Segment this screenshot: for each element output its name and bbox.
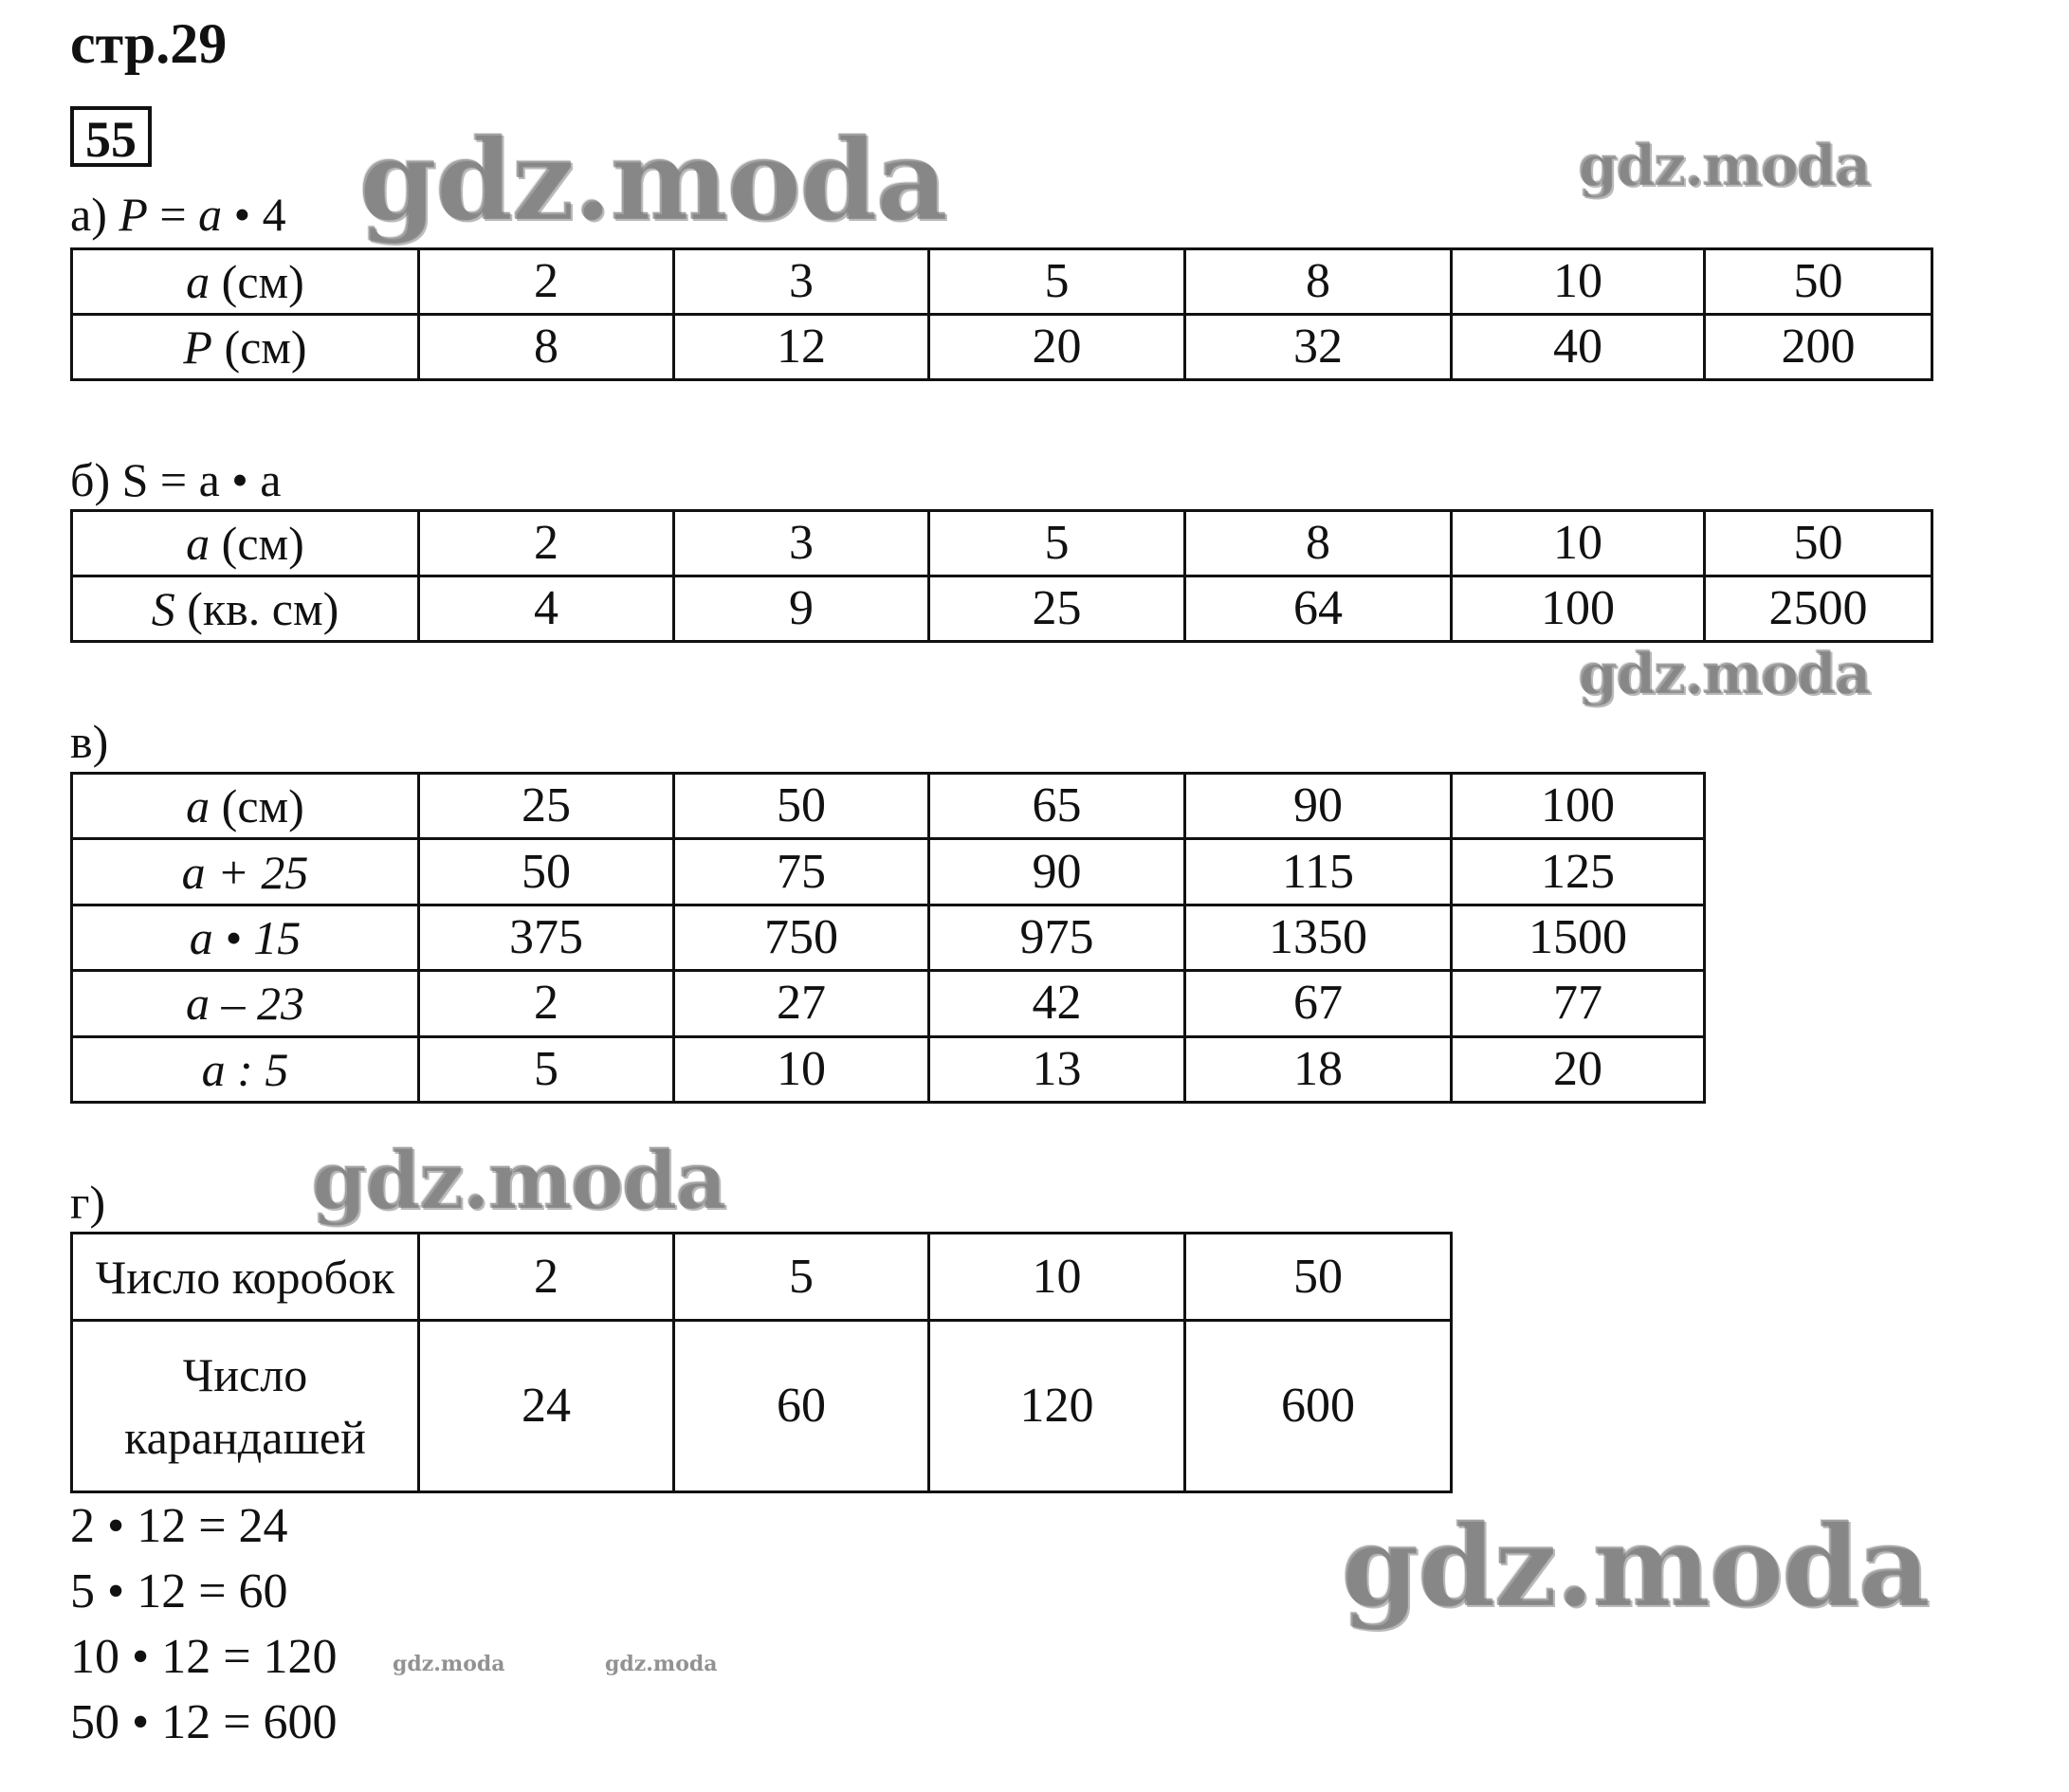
table-v-row <box>72 1036 1705 1102</box>
table-v-cell: 10 <box>674 1036 929 1102</box>
table-g-cell: 50 <box>1185 1234 1452 1321</box>
table-v <box>70 772 1706 1104</box>
watermark: gdz.moda <box>358 114 946 246</box>
table-b-cell: 50 <box>1705 511 1932 576</box>
table-a-row-perimeter <box>72 315 1932 380</box>
table-v-row <box>72 905 1705 970</box>
table-v-cell: 1350 <box>1185 905 1452 970</box>
table-v-cell: 20 <box>1452 1036 1705 1102</box>
table-v-row <box>72 971 1705 1036</box>
table-v-cell: 90 <box>1185 774 1452 839</box>
table-v-cell: 2 <box>419 971 674 1036</box>
table-b-header-side: a (см) <box>72 511 419 576</box>
watermark: gdz.moda <box>1578 133 1870 199</box>
table-v-cell: 125 <box>1452 839 1705 905</box>
table-a-cell: 3 <box>674 249 929 315</box>
watermark: gdz.moda <box>393 1652 505 1676</box>
table-v-cell: 1500 <box>1452 905 1705 970</box>
table-v-cell: 77 <box>1452 971 1705 1036</box>
table-a <box>70 247 1933 381</box>
table-g-row-boxes <box>72 1234 1452 1321</box>
table-v-cell: 67 <box>1185 971 1452 1036</box>
table-v-cell: 65 <box>929 774 1185 839</box>
table-a-cell: 32 <box>1185 315 1452 380</box>
table-b-cell: 2 <box>419 511 674 576</box>
table-a-row-side <box>72 249 1932 315</box>
table-v-cell: 90 <box>929 839 1185 905</box>
section-a-label <box>70 186 286 243</box>
table-g <box>70 1232 1453 1493</box>
table-v-header: a – 23 <box>72 971 419 1036</box>
table-b-row-side <box>72 511 1932 576</box>
calculation-line: 2 • 12 = 24 <box>70 1499 288 1553</box>
table-a-header-perimeter: P (см) <box>72 315 419 380</box>
table-b-cell: 3 <box>674 511 929 576</box>
formula-var-p: P <box>119 188 148 241</box>
formula-var-a: a <box>198 188 223 241</box>
table-g-cell: 2 <box>419 1234 674 1321</box>
table-b-header-area: S (кв. см) <box>72 576 419 642</box>
calculation-line: 5 • 12 = 60 <box>70 1564 288 1618</box>
table-v-cell: 115 <box>1185 839 1452 905</box>
formula-rest: • 4 <box>233 188 286 241</box>
table-v-cell: 50 <box>674 774 929 839</box>
table-v-header: a • 15 <box>72 905 419 970</box>
table-g-cell: 120 <box>929 1321 1185 1492</box>
table-v-cell: 50 <box>419 839 674 905</box>
table-v-cell: 25 <box>419 774 674 839</box>
table-g-row-pencils <box>72 1321 1452 1492</box>
table-b-cell: 2500 <box>1705 576 1932 642</box>
table-a-cell: 8 <box>419 315 674 380</box>
table-b <box>70 509 1933 643</box>
table-v-cell: 75 <box>674 839 929 905</box>
table-v-row <box>72 839 1705 905</box>
table-v-cell: 100 <box>1452 774 1705 839</box>
table-v-cell: 975 <box>929 905 1185 970</box>
watermark: gdz.moda <box>1341 1500 1929 1632</box>
table-a-cell: 10 <box>1452 249 1705 315</box>
table-a-cell: 8 <box>1185 249 1452 315</box>
table-b-cell: 4 <box>419 576 674 642</box>
table-a-header-side: a (см) <box>72 249 419 315</box>
table-b-cell: 10 <box>1452 511 1705 576</box>
section-a-prefix: а) <box>70 188 107 241</box>
section-g-label: г) <box>70 1176 106 1229</box>
table-a-cell: 12 <box>674 315 929 380</box>
table-v-cell: 18 <box>1185 1036 1452 1102</box>
table-v-cell: 375 <box>419 905 674 970</box>
table-a-cell: 50 <box>1705 249 1932 315</box>
table-b-cell: 64 <box>1185 576 1452 642</box>
table-a-cell: 2 <box>419 249 674 315</box>
table-b-cell: 100 <box>1452 576 1705 642</box>
table-g-cell: 5 <box>674 1234 929 1321</box>
table-v-cell: 27 <box>674 971 929 1036</box>
table-a-cell: 200 <box>1705 315 1932 380</box>
table-v-row <box>72 774 1705 839</box>
table-g-header-pencils: Число карандашей <box>72 1321 419 1492</box>
task-number-box: 55 <box>70 106 152 167</box>
table-v-header: a (см) <box>72 774 419 839</box>
section-v-label: в) <box>70 715 109 768</box>
table-v-header: a + 25 <box>72 839 419 905</box>
table-g-cell: 10 <box>929 1234 1185 1321</box>
page-title: стр.29 <box>70 12 228 75</box>
table-g-cell: 60 <box>674 1321 929 1492</box>
watermark: gdz.moda <box>1578 641 1870 707</box>
table-a-cell: 5 <box>929 249 1185 315</box>
table-b-cell: 5 <box>929 511 1185 576</box>
table-v-cell: 5 <box>419 1036 674 1102</box>
table-v-cell: 13 <box>929 1036 1185 1102</box>
table-b-cell: 25 <box>929 576 1185 642</box>
table-v-header: a : 5 <box>72 1036 419 1102</box>
section-b-label: б) S = a • a <box>70 453 282 506</box>
watermark: gdz.moda <box>311 1133 725 1227</box>
table-a-cell: 40 <box>1452 315 1705 380</box>
calculation-line: 50 • 12 = 600 <box>70 1695 338 1749</box>
table-g-cell: 24 <box>419 1321 674 1492</box>
table-b-row-area <box>72 576 1932 642</box>
table-b-cell: 9 <box>674 576 929 642</box>
watermark: gdz.moda <box>605 1652 718 1676</box>
table-g-header-boxes: Число коробок <box>72 1234 419 1321</box>
table-a-cell: 20 <box>929 315 1185 380</box>
formula-equals: = <box>159 188 187 241</box>
table-b-cell: 8 <box>1185 511 1452 576</box>
table-v-cell: 750 <box>674 905 929 970</box>
table-g-cell: 600 <box>1185 1321 1452 1492</box>
calculation-line: 10 • 12 = 120 <box>70 1630 338 1684</box>
table-v-cell: 42 <box>929 971 1185 1036</box>
